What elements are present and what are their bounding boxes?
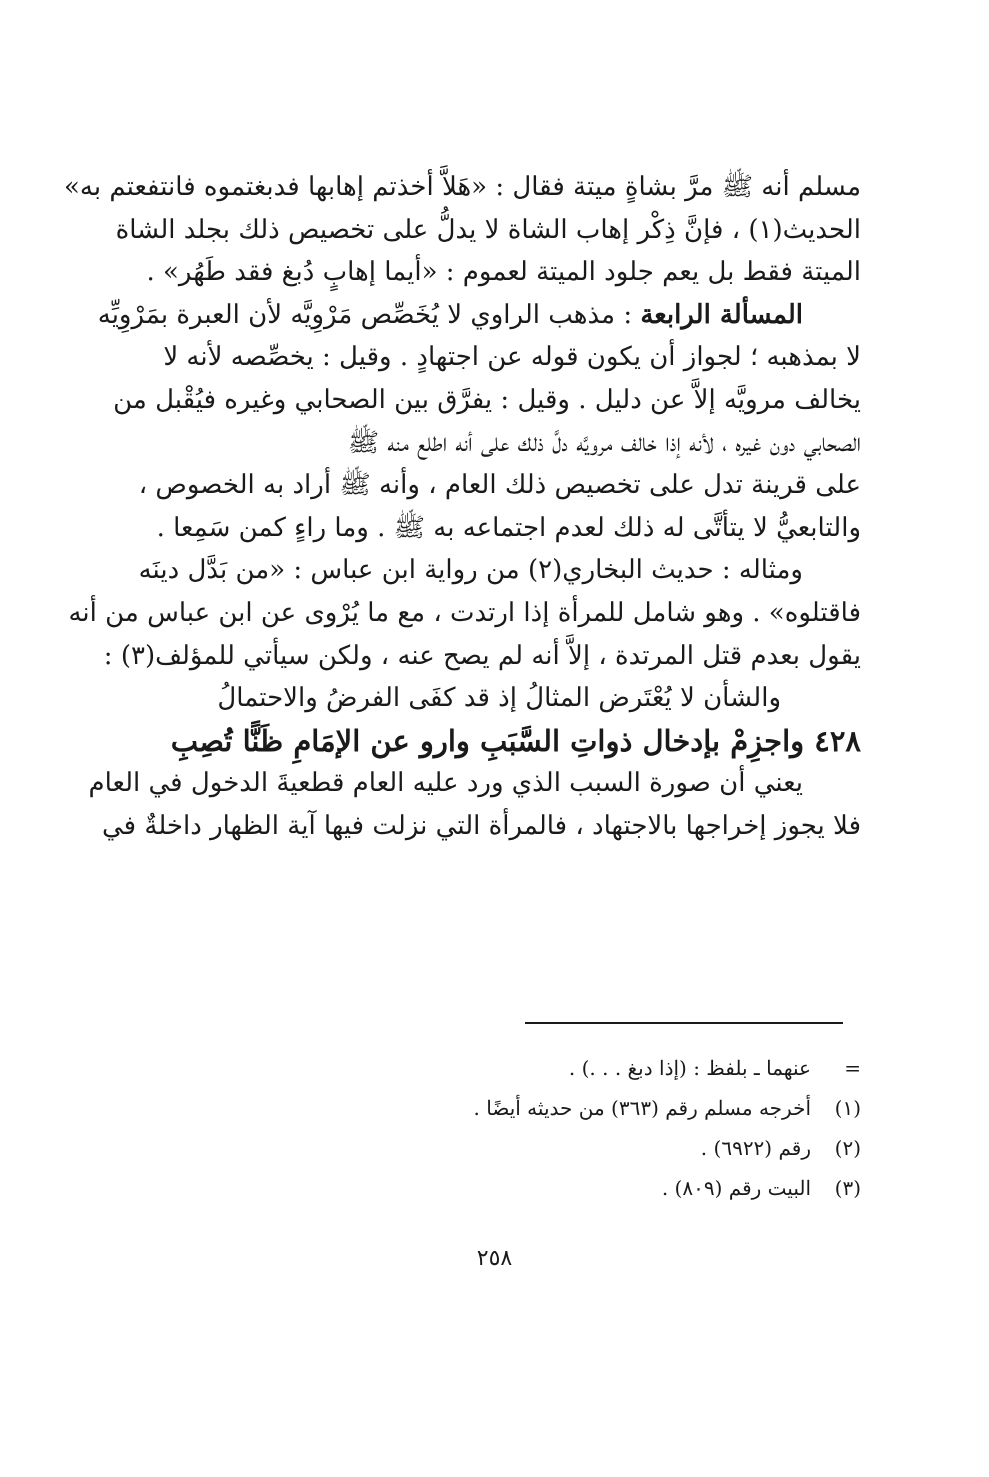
footnote-mark: =: [844, 1056, 861, 1080]
text-line: لا بمذهبه ؛ لجواز أن يكون قوله عن اجتهادٍ . وقيل : يخصِّصه لأنه لا: [163, 342, 861, 373]
footnote-separator: [525, 1022, 843, 1024]
footnotes: [128, 1048, 861, 1208]
text-line: : مذهب الراوي لا يُخَصِّص مَرْوِيَّه لأن العبرة بمَرْوِيِّه: [97, 299, 633, 330]
text-line: يعني أن صورة السبب الذي ورد عليه العام قطعيةَ الدخول في العام: [88, 768, 803, 799]
footnote: [128, 1168, 861, 1208]
footnote-mark: (٢): [834, 1136, 861, 1160]
footnote: [128, 1048, 861, 1088]
text-line: والتابعيُّ لا يتأتَّى له ذلك لعدم اجتماعه به ﷺ . وما راءٍ كمن سَمِعا .: [156, 512, 861, 543]
text-line: يخالف مرويَّه إلاَّ عن دليل . وقيل : يفرَّق بين الصحابي وغيره فيُقْبل من: [113, 384, 861, 415]
footnote: [128, 1128, 861, 1168]
main-text: [64, 166, 861, 848]
text-line: الحديث(١) ، فإنَّ ذِكْر إهاب الشاة لا يدلُّ على تخصيص ذلك بجلد الشاة: [115, 214, 861, 245]
poem-line: ٤٢٨ واجزِمْ بإدخال ذواتِ السَّبَبِ وارو عن الإمَامِ ظَنًّا تُصِبِ: [170, 723, 861, 758]
text-line: الميتة فقط بل يعم جلود الميتة لعموم : «أيما إهابٍ دُبغ فقد طَهُر» .: [146, 257, 861, 288]
text-line: مسلم أنه ﷺ مرَّ بشاةٍ ميتة فقال : «هَلاَّ أخذتم إهابها فدبغتموه فانتفعتم به»: [64, 172, 861, 202]
footnote-text: أخرجه مسلم رقم (٣٦٣) من حديثه أيضًا .: [473, 1096, 811, 1120]
footnote-text: رقم (٦٩٢٢) .: [700, 1136, 811, 1160]
text-line: يقول بعدم قتل المرتدة ، إلاَّ أنه لم يصح عنه ، ولكن سيأتي للمؤلف(٣) :: [103, 640, 861, 671]
footnote-text: البيت رقم (٨٠٩) .: [661, 1176, 811, 1200]
footnote-mark: (١): [834, 1096, 861, 1120]
text-line: فاقتلوه» . وهو شامل للمرأة إذا ارتدت ، مع ما يُرْوى عن ابن عباس من أنه: [68, 597, 861, 628]
page-number: ٢٥٨: [476, 1246, 513, 1271]
masala-label: المسألة الرابعة: [640, 299, 803, 330]
text-line: الصحابي دون غيره ، لأنه إذا خالف مرويَّه دلَّ ذلك على أنه اطلع منه ﷺ: [347, 427, 861, 458]
masala-heading-line: [97, 294, 861, 337]
text-line: على قرينة تدل على تخصيص ذلك العام ، وأنه ﷺ أراد به الخصوص ،: [138, 470, 861, 501]
text-line: فلا يجوز إخراجها بالاجتهاد ، فالمرأة التي نزلت فيها آية الظهار داخلةٌ في: [102, 810, 861, 841]
text-line: ومثاله : حديث البخاري(٢) من رواية ابن عباس : «من بَدَّل دينَه: [138, 555, 803, 586]
footnote-mark: (٣): [834, 1176, 861, 1200]
footnote: [128, 1088, 861, 1128]
footnote-text: عنهما ـ بلفظ : (إذا دبغ . . .) .: [568, 1056, 811, 1080]
verse-line: والشأن لا يُعْتَرض المثالُ إذ قد كفَى الفرضُ والاحتمالُ: [217, 683, 781, 714]
